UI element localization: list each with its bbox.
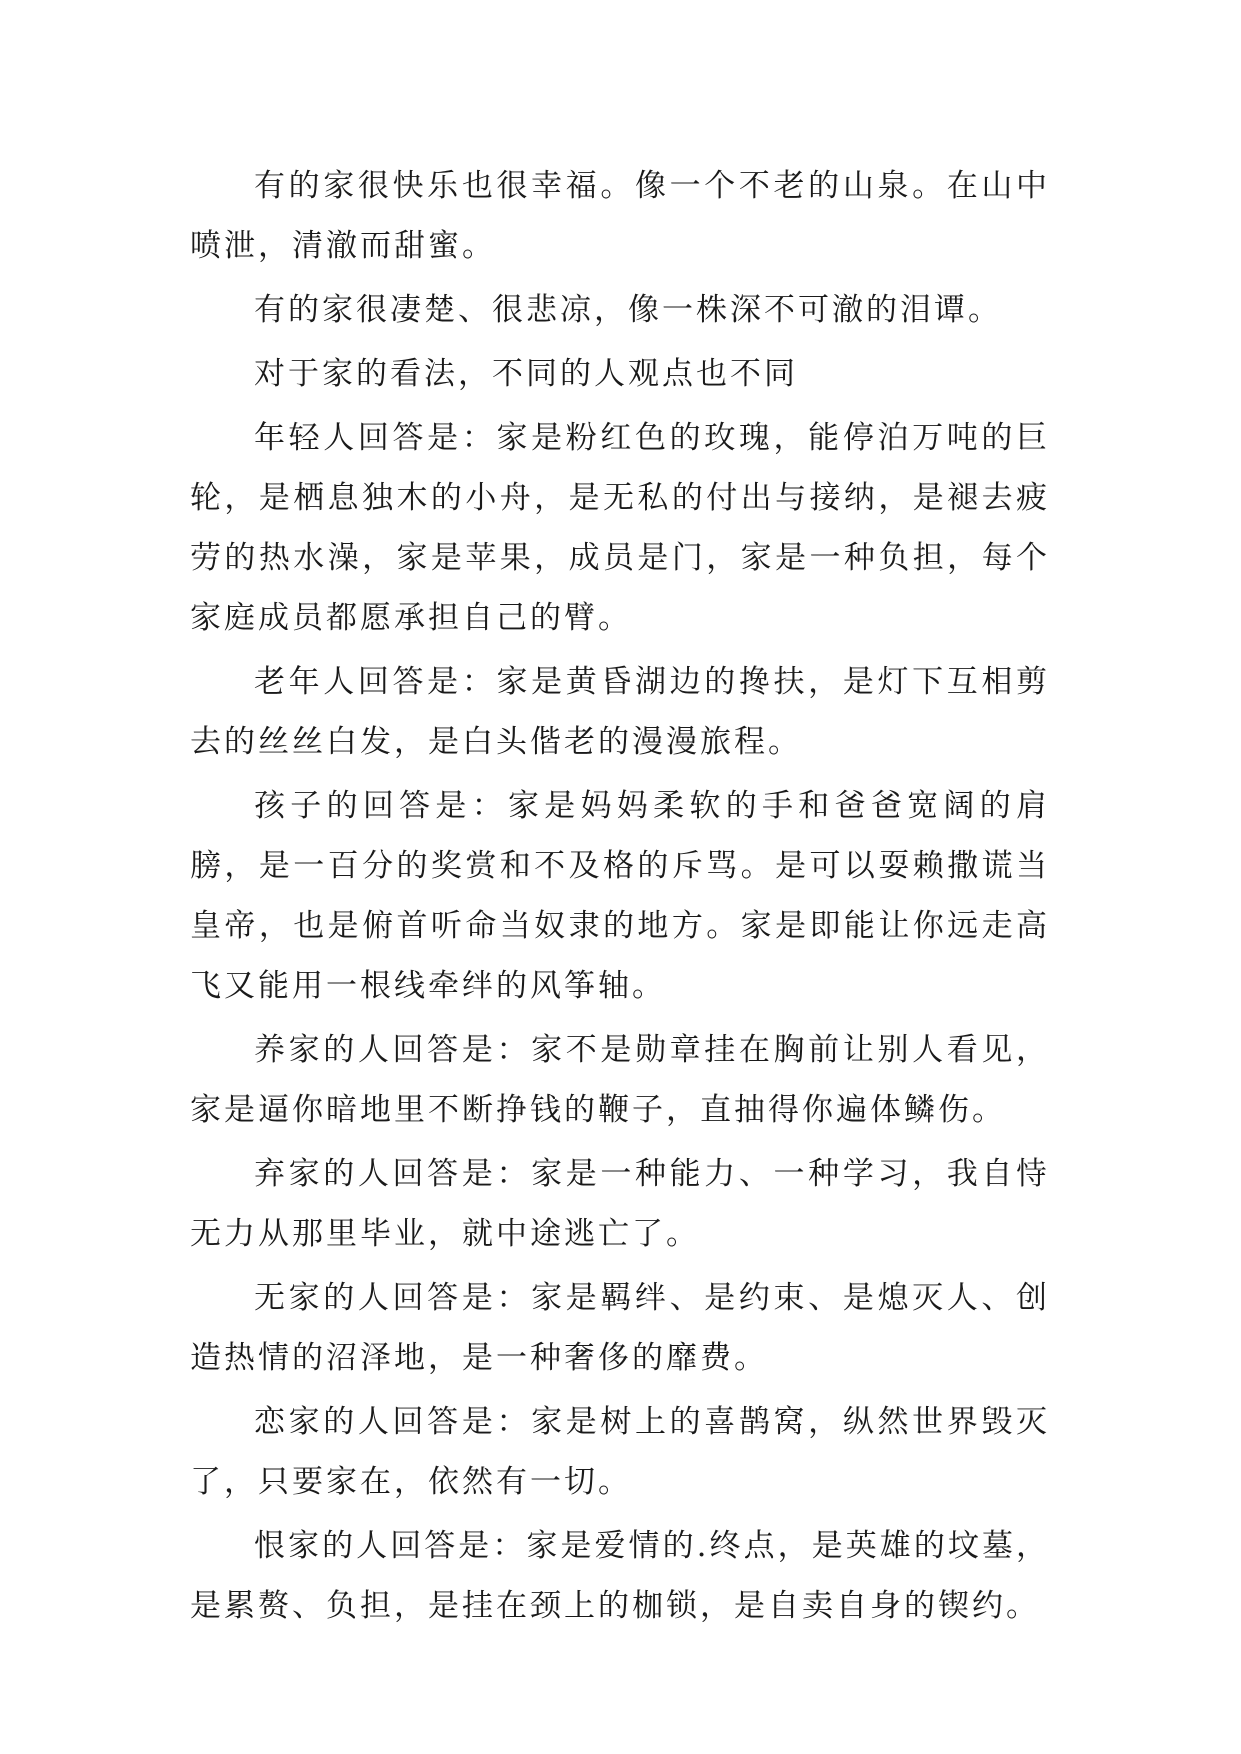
paragraph: 无家的人回答是：家是羁绊、是约束、是熄灭人、创造热情的沼泽地，是一种奢侈的靡费。 — [190, 1280, 1050, 1376]
paragraph: 恨家的人回答是：家是爱情的.终点，是英雄的坟墓，是累赘、负担，是挂在颈上的枷锁，是自卖自身的锲约。 — [190, 1528, 1050, 1624]
paragraph: 老年人回答是：家是黄昏湖边的搀扶，是灯下互相剪去的丝丝白发，是白头偕老的漫漫旅程。 — [190, 664, 1050, 760]
paragraph: 弃家的人回答是：家是一种能力、一种学习，我自恃无力从那里毕业，就中途逃亡了。 — [190, 1156, 1050, 1252]
paragraph: 对于家的看法，不同的人观点也不同 — [254, 356, 798, 392]
document-body — [190, 156, 1050, 1636]
paragraph: 恋家的人回答是：家是树上的喜鹊窝，纵然世界毁灭了，只要家在，依然有一切。 — [190, 1404, 1050, 1500]
paragraph: 年轻人回答是：家是粉红色的玫瑰，能停泊万吨的巨轮，是栖息独木的小舟，是无私的付出与接纳，是褪去疲劳的热水澡，家是苹果，成员是门，家是一种负担，每个家庭成员都愿承担自己的臂。 — [190, 420, 1050, 636]
paragraph: 有的家很快乐也很幸福。像一个不老的山泉。在山中喷泄，清澈而甜蜜。 — [190, 168, 1050, 264]
paragraph: 有的家很凄楚、很悲凉，像一株深不可澈的泪谭。 — [254, 292, 1002, 328]
paragraph: 孩子的回答是：家是妈妈柔软的手和爸爸宽阔的肩膀，是一百分的奖赏和不及格的斥骂。是可以耍赖撒谎当皇帝，也是俯首听命当奴隶的地方。家是即能让你远走高飞又能用一根线牵绊的风筝轴。 — [190, 788, 1050, 1004]
paragraph: 养家的人回答是：家不是勋章挂在胸前让别人看见，家是逼你暗地里不断挣钱的鞭子，直抽得你遍体鳞伤。 — [190, 1032, 1050, 1128]
